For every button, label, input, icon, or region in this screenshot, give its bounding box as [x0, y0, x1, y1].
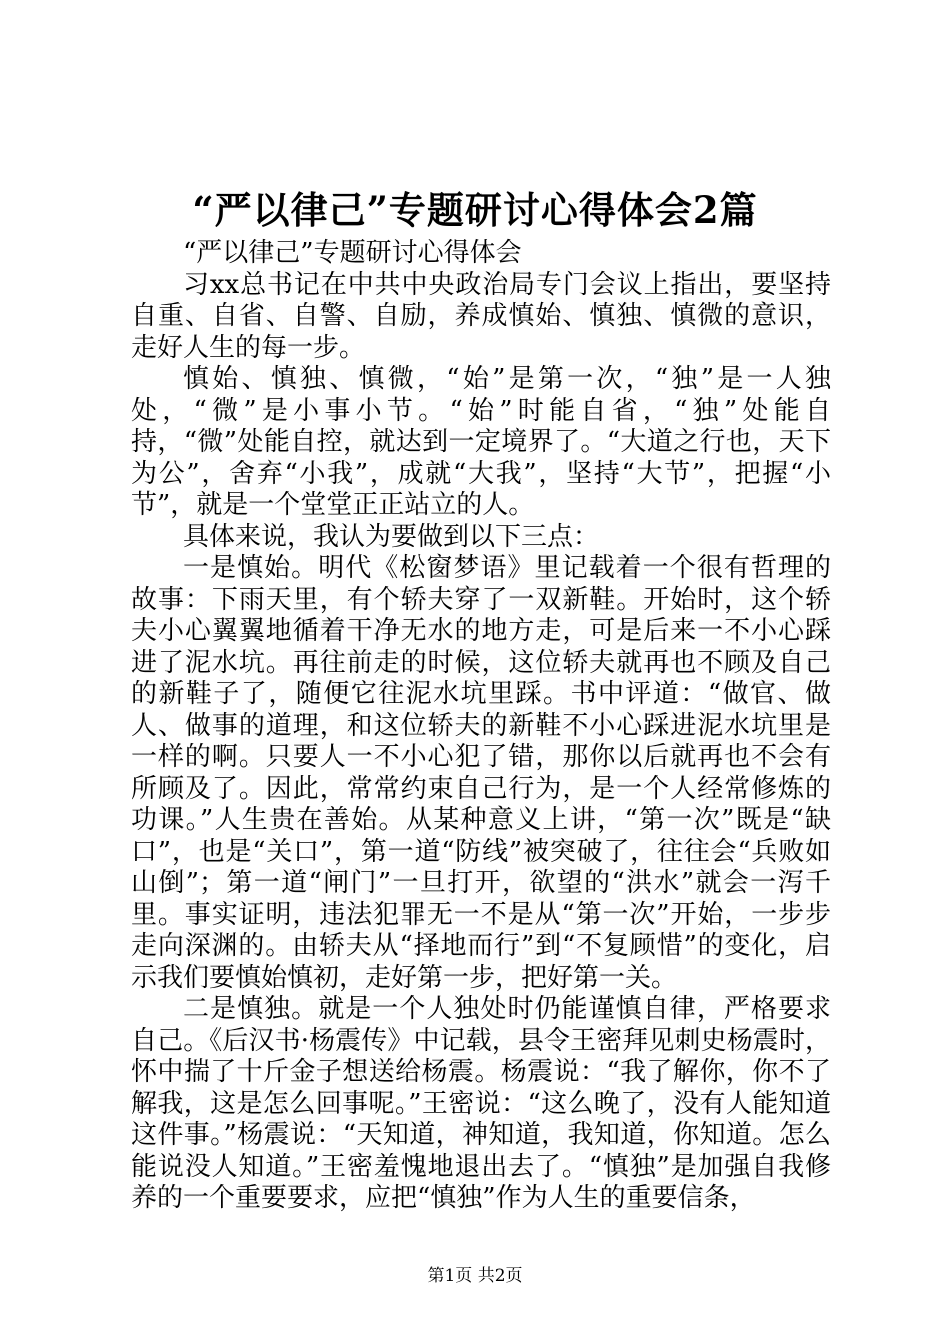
paragraph-point-one: 一是慎始。明代《松窗梦语》里记载着一个很有哲理的故事：下雨天里，有个轿夫穿了一双新鞋。开始时，这个轿夫小心翼翼地循着干净无水的地方走，可是后来一不小心踩进了泥水坑。再往前走的时候，这位轿夫就再也不顾及自己的新鞋子了，随便它往泥水坑里踩。书中评道：“做官、做人、做事的道理，和这位轿夫的新鞋不小心踩进泥水坑里是一样的啊。只要人一不小心犯了错，那你以后就再也不会有所顾及了。因此，常常约束自己行为，是一个人经常修炼的功课。”人生贵在善始。从某种意义上讲，“第一次”既是“缺口”，也是“关口”，第一道“防线”被突破了，往往会“兵败如山倒”；第一道“闸门”一旦打开，欲望的“洪水”就会一泻千里。事实证明，违法犯罪无一不是从“第一次”开始，一步步走向深渊的。由轿夫从“择地而行”到“不复顾惜”的变化，启示我们要慎始慎初，走好第一步，把好第一关。	[131, 553, 831, 993]
paragraph-intro: 习xx总书记在中共中央政治局专门会议上指出，要坚持自重、自省、自警、自励，养成慎始、慎独、慎微的意识，走好人生的每一步。	[131, 269, 831, 363]
document-body	[131, 238, 831, 1215]
page-footer: 第1页 共2页	[427, 1266, 523, 1286]
document-title: “严以律己”专题研讨心得体会2篇	[192, 188, 758, 232]
paragraph-three-points: 具体来说，我认为要做到以下三点：	[183, 521, 600, 552]
paragraph-definition: 慎始、慎独、慎微，“始”是第一次，“独”是一人独处，“微”是小事小节。“始”时能自省，“独”处能自持，“微”处能自控，就达到一定境界了。“大道之行也，天下为公”，舍弃“小我”，成就“大我”，坚持“大节”，把握“小节”，就是一个堂堂正正站立的人。	[131, 364, 831, 520]
paragraph-point-two: 二是慎独。就是一个人独处时仍能谨慎自律，严格要求自己。《后汉书·杨震传》中记载，县令王密拜见刺史杨震时，怀中揣了十斤金子想送给杨震。杨震说：“我了解你，你不了解我，这是怎么回事呢。”王密说：“这么晚了，没有人能知道这件事。”杨震说：“天知道，神知道，我知道，你知道。怎么能说没人知道。”王密羞愧地退出去了。“慎独”是加强自我修养的一个重要要求，应把“慎独”作为人生的重要信条，	[131, 994, 831, 1213]
paragraph-subtitle: “严以律己”专题研讨心得体会	[183, 238, 522, 268]
